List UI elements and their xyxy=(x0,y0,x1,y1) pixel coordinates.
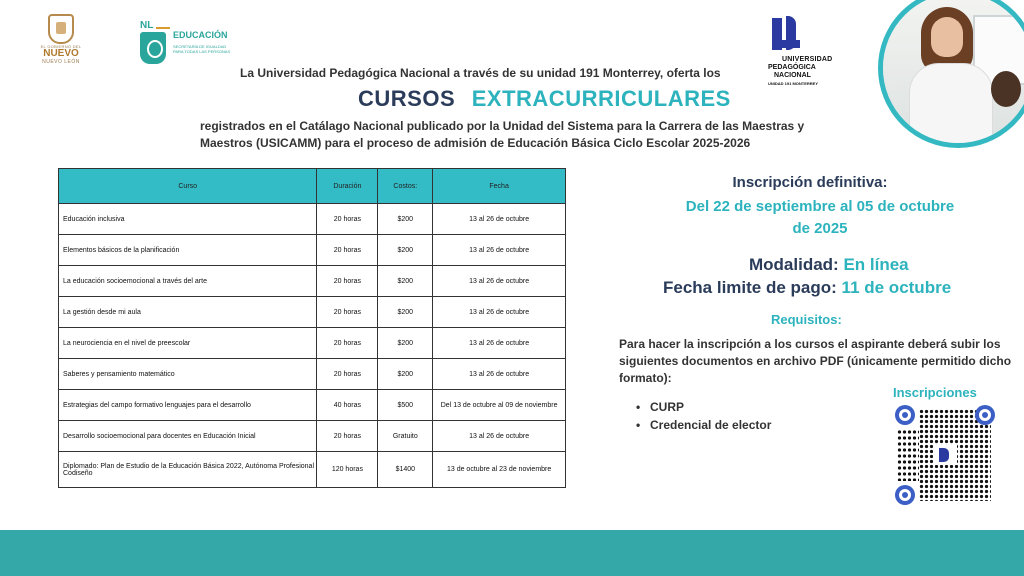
course-cost: $200 xyxy=(378,359,433,390)
course-date: 13 de octubre al 23 de noviembre xyxy=(433,452,566,488)
course-cost: Gratuito xyxy=(378,421,433,452)
modalidad-label: Modalidad: xyxy=(749,255,839,274)
course-name: Estrategias del campo formativo lenguajes para el desarrollo xyxy=(59,390,317,421)
inscripcion-dates: Del 22 de septiembre al 05 de octubre de 2025 xyxy=(685,198,955,237)
fecha-limite-value: 11 de octubre xyxy=(841,278,952,297)
table-row xyxy=(59,421,566,452)
title-word-extracurriculares: EXTRACURRICULARES xyxy=(471,86,731,111)
course-duration: 20 horas xyxy=(317,359,378,390)
badge-icon xyxy=(140,32,166,64)
course-duration: 20 horas xyxy=(317,297,378,328)
footer-bar xyxy=(0,530,1024,576)
course-name: Educación inclusiva xyxy=(59,204,317,235)
table-row xyxy=(59,235,566,266)
course-cost: $200 xyxy=(378,204,433,235)
table-row xyxy=(59,266,566,297)
upn-logo-line2: PEDAGÓGICA xyxy=(768,64,816,71)
edu-logo-nl: NL xyxy=(140,20,154,31)
course-name: Saberes y pensamiento matemático xyxy=(59,359,317,390)
course-duration: 20 horas xyxy=(317,421,378,452)
course-name: La educación socioemocional a través del arte xyxy=(59,266,317,297)
title-word-cursos: CURSOS xyxy=(358,86,456,111)
fecha-limite xyxy=(663,278,951,298)
requisitos-title: Requisitos: xyxy=(771,312,842,327)
course-name: Diplomado: Plan de Estudio de la Educación Básica 2022, Autónoma Profesional Codiseño xyxy=(59,452,317,488)
course-duration: 20 horas xyxy=(317,204,378,235)
upn-logo-line3: NACIONAL xyxy=(774,72,811,79)
educacion-logo xyxy=(138,20,248,68)
list-item: • Credencial de elector xyxy=(636,416,771,434)
course-date: 13 al 26 de octubre xyxy=(433,297,566,328)
course-name: La neurociencia en el nivel de preescolar xyxy=(59,328,317,359)
course-cost: $1400 xyxy=(378,452,433,488)
list-item: • CURP xyxy=(636,398,771,416)
fecha-limite-label: Fecha limite de pago: xyxy=(663,278,837,297)
courses-table xyxy=(58,168,566,488)
documents-list xyxy=(636,398,771,434)
course-duration: 20 horas xyxy=(317,266,378,297)
course-cost: $200 xyxy=(378,297,433,328)
nl-logo-small: EL GOBIERNO DEL xyxy=(40,44,82,49)
table-row xyxy=(59,328,566,359)
crown-icon xyxy=(156,21,170,29)
qr-title: Inscripciones xyxy=(893,385,977,400)
header-fecha: Fecha xyxy=(433,169,566,204)
inscripcion-title: Inscripción definitiva: xyxy=(732,174,888,191)
table-row xyxy=(59,204,566,235)
table-header-row xyxy=(59,169,566,204)
description-text: registrados en el Catálago Nacional publicado por la Unidad del Sistema para la Carrera de las Maestras y Maestros (USICAMM) para el proceso de admisión de Educación Básica Ciclo Escolar 2025-2026 xyxy=(200,119,805,150)
course-date: 13 al 26 de octubre xyxy=(433,204,566,235)
nl-logo-big: NUEVO xyxy=(43,48,79,59)
course-cost: $200 xyxy=(378,266,433,297)
course-date: 13 al 26 de octubre xyxy=(433,421,566,452)
course-duration: 20 horas xyxy=(317,328,378,359)
table-row xyxy=(59,359,566,390)
requisitos-text: Para hacer la inscripción a los cursos el aspirante deberá subir los siguientes documentos en archivo PDF (únicamente permitido dicho formato): xyxy=(619,337,1012,385)
course-duration: 40 horas xyxy=(317,390,378,421)
course-cost: $200 xyxy=(378,328,433,359)
intro-text: La Universidad Pedagógica Nacional a través de su unidad 191 Monterrey, oferta los xyxy=(240,66,721,80)
course-cost: $200 xyxy=(378,235,433,266)
course-name: Desarrollo socioemocional para docentes en Educación Inicial xyxy=(59,421,317,452)
course-duration: 120 horas xyxy=(317,452,378,488)
course-date: 13 al 26 de octubre xyxy=(433,266,566,297)
modalidad xyxy=(749,255,909,275)
header-duracion: Duración xyxy=(317,169,378,204)
qr-code-icon[interactable] xyxy=(895,405,995,505)
header-costos: Costos: xyxy=(378,169,433,204)
edu-logo-tagline: SECRETARÍA DE IGUALDAD PARA TODAS LAS PERSONAS xyxy=(173,44,231,54)
course-date: Del 13 de octubre al 09 de noviembre xyxy=(433,390,566,421)
nl-logo-sub: NUEVO LEÓN xyxy=(42,59,80,65)
course-date: 13 al 26 de octubre xyxy=(433,235,566,266)
shield-icon xyxy=(48,14,74,44)
modalidad-value: En línea xyxy=(843,255,909,274)
upn-logo xyxy=(766,14,846,86)
course-cost: $500 xyxy=(378,390,433,421)
table-row xyxy=(59,452,566,488)
teacher-photo xyxy=(878,0,1024,148)
course-duration: 20 horas xyxy=(317,235,378,266)
table-row xyxy=(59,297,566,328)
nuevo-leon-logo xyxy=(38,14,84,66)
header-curso: Curso xyxy=(59,169,317,204)
table-row xyxy=(59,390,566,421)
course-name: Elementos básicos de la planificación xyxy=(59,235,317,266)
course-date: 13 al 26 de octubre xyxy=(433,328,566,359)
edu-logo-word: EDUCACIÓN xyxy=(173,30,228,40)
course-date: 13 al 26 de octubre xyxy=(433,359,566,390)
upn-logo-line1: UNIVERSIDAD xyxy=(782,56,833,63)
page-title xyxy=(358,86,731,112)
course-name: La gestión desde mi aula xyxy=(59,297,317,328)
upn-logo-line4: UNIDAD 191 MONTERREY xyxy=(768,81,819,86)
upn-mark-icon xyxy=(768,14,804,54)
